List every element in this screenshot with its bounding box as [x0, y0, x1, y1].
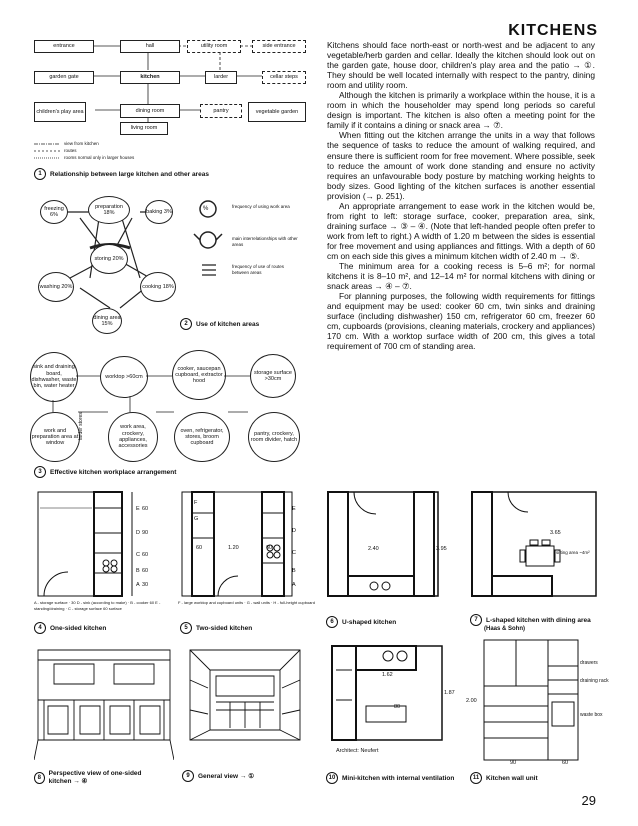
worktop-node: worktop >60cm	[100, 356, 148, 398]
figure-3-lines	[30, 350, 330, 430]
figure-3-caption	[34, 466, 176, 478]
figure-8-drawing	[34, 640, 174, 760]
plan-7-sitting-area: sitting area ~4m²	[556, 550, 590, 555]
legend-interrelationships: main interrelationships with other areas	[232, 236, 298, 247]
figure-10-dim-80: 80	[394, 704, 401, 710]
legend-rooms: rooms normal only in larger houses	[64, 155, 135, 160]
cooking-node: cooking 18%	[140, 272, 176, 302]
vegetable-garden-box: vegetable garden	[248, 102, 306, 122]
figure-11-draining-rack: draining rack	[580, 678, 609, 684]
figure-11-number: 11	[470, 772, 482, 784]
plan-5-drawing	[178, 488, 318, 598]
figure-9-drawing	[180, 640, 310, 760]
plan-5-label-a: A	[292, 582, 296, 588]
figure-2-number: 2	[180, 318, 192, 330]
figure-11-dim-90: 90	[510, 760, 517, 766]
plan-6-caption-text: U-shaped kitchen	[342, 618, 397, 626]
plan-6-dim-395: 3.95	[436, 546, 447, 552]
legend-routes: routes	[64, 148, 77, 153]
preparation-window-node: work and preparation area at window	[30, 412, 80, 462]
cooker-node: cooker, saucepan cupboard, extractor hood	[172, 350, 226, 400]
figure-11-waste-box: waste box	[580, 712, 603, 718]
figure-2-caption-text: Use of kitchen areas	[196, 320, 260, 328]
figure-3-caption-text: Effective kitchen workplace arrangement	[50, 468, 177, 476]
figure-10-drawing	[326, 640, 456, 760]
figure-10-caption	[326, 772, 456, 784]
storing-node: storing 20%	[90, 244, 128, 274]
paragraph-2: Although the kitchen is primarily a workplace within the house, it is a room in which the householder may spend long periods so careful design is important. The kitchen is also often a meeting point for the family if it contains a dining or snack area → ⑦.	[327, 90, 595, 131]
living-room-box: living room	[120, 122, 168, 135]
plan-4-label-a: A	[136, 582, 140, 588]
plan-5-number: 5	[180, 622, 192, 634]
legend-pct-symbol: %	[203, 206, 209, 212]
plan-5-label-g: G	[194, 516, 199, 522]
pantry-box: pantry	[200, 104, 242, 118]
legend-view: view from kitchen	[64, 141, 99, 146]
paragraph-3: When fitting out the kitchen arrange the units in a way that follows the sequence of tasks to reduce the amount of walking required, and ensure there is sufficient room for free movement. Where possible, seek to reduce the amount of work done standing and ensure no activity requires an unfavourable body posture by matching working heights to body sizes. Good lighting of the kitchen surfaces is another essential provision (→ p. 251).	[327, 130, 595, 201]
pantry-node: pantry, crockery, room divider, hatch	[248, 412, 300, 462]
figure-8-number: 8	[34, 772, 45, 784]
figure-1-caption-text: Relationship between large kitchen and other areas	[50, 170, 209, 178]
figure-11-caption	[470, 772, 538, 784]
work-area-node: work area, crockery, appliances, accessories	[108, 412, 158, 462]
legend-frequency-routes: frequency of use of routes between areas	[232, 264, 285, 275]
plan-5-label-b: B	[292, 568, 296, 574]
paragraph-5: The minimum area for a cooking recess is 5–6 m²; for normal kitchens it is 8–10 m², and 12–14 m² for normal kitchens with dining or snack areas → ④ – ⑦.	[327, 261, 595, 292]
figure-10-caption-text: Mini-kitchen with internal ventilation	[342, 774, 455, 782]
figure-11-caption-text: Kitchen wall unit	[486, 774, 538, 782]
page-number: 29	[581, 793, 596, 808]
plan-4-drawing	[34, 488, 174, 598]
plan-5-label-c: C	[292, 550, 296, 556]
kitchen-box: kitchen	[120, 71, 180, 84]
plan-7-subcaption: (Haas & Sohn)	[484, 626, 526, 632]
figure-9-number: 9	[182, 770, 194, 782]
plan-5-legend: F - large worktop and cupboard units · G - wall units · H - full-height cupboard	[178, 600, 315, 605]
plan-5-label-d: D	[292, 528, 296, 534]
freezing-node: freezing 6%	[40, 200, 68, 224]
larder-box: larder	[205, 71, 237, 84]
preparation-node: preparation 18%	[88, 196, 130, 224]
plan-4-legend: A - storage surface · 30 D - sink (according to make) · B - cooker 60 E - standing/draining · C - storage surface 60 surface	[34, 600, 161, 611]
plan-4-caption	[34, 622, 106, 634]
paragraph-4: An appropriate arrangement to ease work in the kitchen would be, from right to left: storage surface, cooker, preparation area, sink, draining surface → ③ – ④. (Note that left-handed people often prefer to work from left to right.) A width of 1.20 m between the sides is essential for free movement and using appliances and fittings. With a depth of 60 cm on each side this gives a minimum kitchen width of 2.40 m → ⑤.	[327, 200, 595, 261]
hall-box: hall	[120, 40, 180, 53]
childrens-play-area-box: children's play area	[34, 102, 86, 122]
plan-5-caption-text: Two-sided kitchen	[196, 624, 253, 632]
dining-room-box: dining room	[120, 104, 180, 118]
side-entrance-box: side entrance	[252, 40, 306, 53]
plan-5-label-f: F	[194, 500, 198, 506]
plan-4-label-60a: 60	[142, 506, 149, 512]
plan-4-caption-text: One-sided kitchen	[50, 624, 107, 632]
figure-10-dim-162: 1.62	[382, 672, 393, 678]
larder-stores-label: larder stores	[78, 412, 84, 440]
figure-10-dim-187: 1.87	[444, 690, 455, 696]
figure-10-architect: Architect: Neufert	[336, 748, 379, 754]
plan-6-number: 6	[326, 616, 338, 628]
plan-5-dim-120: 1.20	[228, 545, 239, 551]
figure-3-number: 3	[34, 466, 46, 478]
plan-7-drawing	[468, 488, 604, 598]
body-text	[327, 40, 595, 351]
plan-5-dim-60a: 60	[196, 545, 203, 551]
plan-6-dim-240: 2.40	[368, 546, 379, 552]
figure-8-caption	[34, 770, 164, 785]
entrance-box: entrance	[34, 40, 94, 53]
plan-4-label-d: D	[136, 530, 140, 536]
plan-5-label-e: E	[292, 506, 296, 512]
plan-4-label-c: C	[136, 552, 140, 558]
storage-surface-node: storage surface >30cm	[250, 354, 296, 398]
dining-area-node: dining area 15%	[92, 308, 122, 334]
oven-node: oven, refrigerator, stores, broom cupboard	[174, 412, 230, 462]
baking-node: baking 3%	[145, 200, 173, 224]
plan-7-dim-365: 3.65	[550, 530, 561, 536]
plan-4-label-30: 30	[142, 582, 149, 588]
figure-9-caption-text: General view → ①	[198, 773, 255, 780]
plan-4-number: 4	[34, 622, 46, 634]
plan-5-dim-60b: 60	[266, 545, 273, 551]
sink-node: sink and draining board, dishwasher, waste bin, water heater	[30, 352, 78, 402]
legend-frequency-work: frequency of using work area	[232, 204, 290, 209]
plan-7-caption	[470, 614, 591, 626]
plan-6-drawing	[324, 488, 460, 598]
figure-2-caption	[180, 318, 259, 330]
figure-11-dim-200: 2.00	[466, 698, 477, 704]
figure-9-caption	[182, 770, 254, 782]
washing-node: washing 20%	[38, 272, 74, 302]
figure-11-drawing	[468, 636, 598, 766]
garden-gate-box: garden gate	[34, 71, 94, 84]
page-title: KITCHENS	[508, 22, 598, 39]
figure-8-caption-text: Perspective view of one-sided kitchen → ④	[48, 770, 142, 785]
plan-7-number: 7	[470, 614, 482, 626]
plan-4-label-60c: 60	[142, 568, 149, 574]
paragraph-6: For planning purposes, the following width requirements for fittings and equipment may be used: cooker 60 cm, twin sinks and draining surface (including dishwasher) 150 cm, refrigerator 60 cm, freezer 60 cm, cupboards (provisions, cleaning materials, crockery and appliances) 170 cm. With a worktop surface width of 200 cm, this gives a total requirement of 700 cm of standing area.	[327, 291, 595, 352]
paragraph-1: Kitchens should face north-east or north-west and be adjacent to any vegetable/herb garden and cellar. Ideally the kitchen should look out on the garden gate, house door, children's play area and the patio → ①. They should be well located internally with respect to the pantry, dining room and utility room.	[327, 40, 595, 91]
cellar-steps-box: cellar steps	[262, 71, 306, 84]
plan-5-caption	[180, 622, 252, 634]
plan-7-caption-text: L-shaped kitchen with dining area	[486, 616, 591, 624]
plan-4-label-90: 90	[142, 530, 149, 536]
figure-1-number: 1	[34, 168, 46, 180]
figure-11-dim-60: 60	[562, 760, 569, 766]
figure-10-number: 10	[326, 772, 338, 784]
plan-4-label-60b: 60	[142, 552, 149, 558]
figure-11-drawers: drawers	[580, 660, 598, 666]
plan-6-caption	[326, 616, 396, 628]
figure-2-lines	[30, 188, 330, 338]
utility-room-box: utility room	[187, 40, 241, 53]
figure-1-caption	[34, 168, 209, 180]
plan-4-label-b: B	[136, 568, 140, 574]
plan-4-label-e: E	[136, 506, 140, 512]
